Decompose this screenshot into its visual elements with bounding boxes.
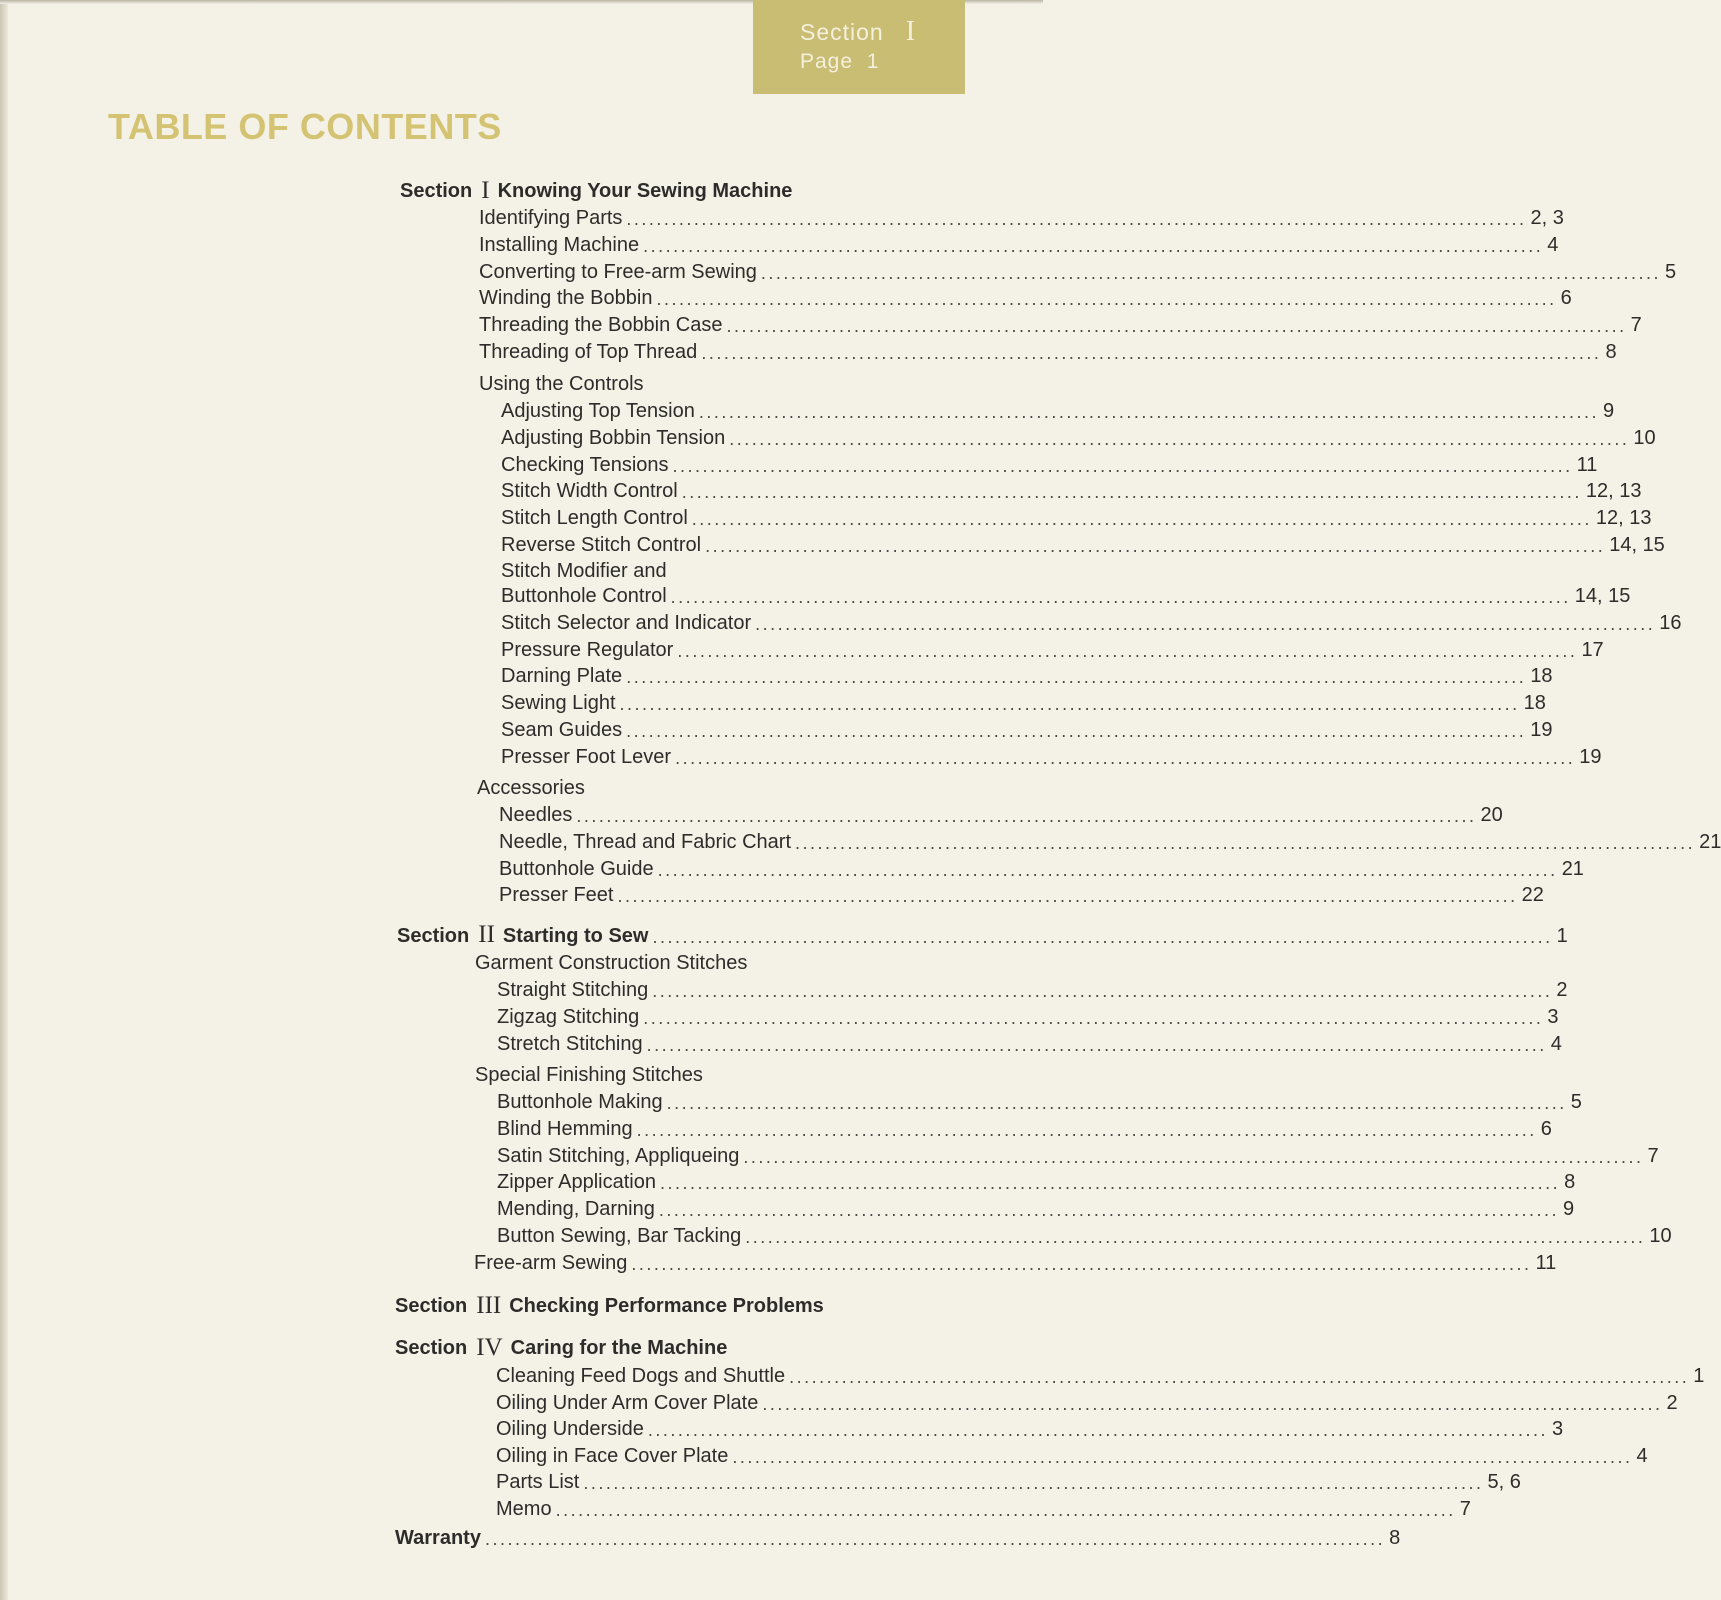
dot-leader: ........................................................................................................................ — [652, 981, 1553, 1001]
toc-entry[interactable] — [479, 205, 1564, 231]
section-4-title: Caring for the Machine — [510, 1337, 728, 1359]
dot-leader: ........................................................................................................................ — [670, 587, 1571, 607]
toc-entry-label: Buttonhole Control — [501, 585, 667, 607]
toc-entry-page: 21 — [1561, 857, 1584, 880]
toc-entry[interactable] — [501, 532, 1665, 558]
toc-entry-label: Cleaning Feed Dogs and Shuttle — [496, 1365, 786, 1387]
toc-entry-page: 21 — [1699, 830, 1721, 853]
tab-section-line — [800, 16, 916, 48]
dot-leader: ........................................................................................................................ — [646, 1034, 1547, 1055]
toc-entry-page: 3 — [1547, 1005, 1559, 1028]
toc-entry[interactable] — [501, 452, 1598, 478]
dot-leader: ........................................................................................................................ — [701, 343, 1602, 363]
toc-entry-page: 7 — [1459, 1498, 1471, 1520]
toc-entry[interactable] — [501, 398, 1615, 424]
toc-entry-page: 2, 3 — [1530, 207, 1564, 229]
toc-entry[interactable] — [499, 829, 1721, 855]
dot-leader: ........................................................................................................................ — [576, 806, 1477, 826]
section-4-number: IV — [476, 1334, 503, 1361]
dot-leader: ........................................................................................................................ — [745, 1227, 1646, 1247]
section-1-number: I — [481, 177, 490, 204]
toc-entry[interactable] — [497, 1031, 1562, 1057]
section-3-label: Section — [395, 1295, 468, 1317]
toc-entry-label: Sewing Light — [501, 692, 616, 715]
toc-entry-page: 7 — [1647, 1144, 1659, 1167]
toc-entry[interactable] — [497, 1223, 1672, 1249]
toc-entry-label: Stitch Selector and Indicator — [501, 611, 752, 634]
dot-leader: ........................................................................................................................ — [691, 509, 1592, 530]
toc-entry-page: 19 — [1579, 745, 1602, 768]
section-4-heading[interactable] — [395, 1335, 727, 1361]
toc-entry-page: 14, 15 — [1574, 585, 1631, 607]
subsection-special-finishing[interactable]: Special Finishing Stitches — [475, 1064, 703, 1086]
toc-entry-label: Oiling Under Arm Cover Plate — [496, 1391, 759, 1414]
toc-entry-label: Seam Guides — [501, 719, 623, 741]
dot-leader: ........................................................................................................................ — [732, 1446, 1633, 1467]
toc-entry[interactable] — [501, 425, 1656, 451]
toc-entry[interactable] — [501, 744, 1602, 770]
toc-entry[interactable] — [501, 690, 1546, 716]
dot-leader: ........................................................................................................................ — [626, 721, 1527, 741]
toc-entry-label: Parts List — [496, 1471, 580, 1494]
toc-entry-label: Checking Tensions — [501, 453, 669, 476]
dot-leader: ........................................................................................................................ — [647, 1420, 1548, 1441]
toc-entry[interactable] — [496, 1443, 1648, 1469]
toc-entry-label: Button Sewing, Bar Tacking — [497, 1225, 742, 1247]
section-2-page: 1 — [1556, 925, 1568, 947]
toc-entry-page: 4 — [1636, 1444, 1648, 1467]
toc-entry-page: 5, 6 — [1487, 1471, 1521, 1494]
toc-entry[interactable] — [499, 802, 1503, 828]
toc-entry-label: Satin Stitching, Appliqueing — [497, 1144, 740, 1167]
toc-entry[interactable] — [496, 1363, 1705, 1389]
toc-entry-page: 11 — [1576, 453, 1598, 476]
toc-entry-label: Reverse Stitch Control — [501, 534, 702, 556]
toc-entry[interactable] — [501, 610, 1682, 636]
toc-entry-page: 12, 13 — [1595, 507, 1652, 530]
toc-entry-label: Zigzag Stitching — [497, 1005, 640, 1028]
tab-section-number: I — [905, 16, 917, 47]
dot-leader: ........................................................................................................................ — [666, 1093, 1567, 1113]
toc-entry-free-arm-sewing[interactable] — [474, 1250, 1557, 1276]
toc-entry-warranty[interactable] — [395, 1525, 1401, 1551]
dot-leader: ........................................................................................................................ — [658, 1200, 1559, 1221]
page-title: TABLE OF CONTENTS — [108, 106, 502, 147]
toc-entry-label: Needle, Thread and Fabric Chart — [499, 830, 792, 853]
section-2-title: Starting to Sew — [502, 925, 649, 947]
toc-entry-label: Darning Plate — [501, 665, 623, 688]
section-page-tab — [753, 0, 965, 94]
toc-entry-page: 2 — [1556, 979, 1568, 1001]
section-2-number: II — [478, 921, 495, 948]
dot-leader: ........................................................................................................................ — [677, 640, 1578, 661]
dot-leader: ........................................................................................................................ — [636, 1119, 1537, 1140]
toc-entry-label: Free-arm Sewing — [474, 1252, 628, 1274]
section-1-title: Knowing Your Sewing Machine — [497, 180, 793, 202]
dot-leader: ........................................................................................................................ — [631, 1254, 1532, 1274]
toc-entry[interactable] — [497, 977, 1568, 1003]
toc-entry-page: 7 — [1630, 314, 1642, 337]
toc-entry-label: Presser Feet — [499, 884, 614, 907]
toc-entry-page: 5 — [1665, 260, 1677, 283]
dot-leader: ........................................................................................................................ — [672, 455, 1573, 476]
dot-leader: ........................................................................................................................ — [795, 832, 1696, 853]
page-spine-shadow — [0, 0, 8, 1600]
tab-page-label: Page — [800, 50, 854, 73]
toc-entry[interactable] — [479, 312, 1642, 338]
section-1-label: Section — [400, 180, 473, 202]
toc-entry-label: Adjusting Top Tension — [501, 400, 695, 422]
toc-entry-label: Converting to Free-arm Sewing — [479, 260, 757, 283]
toc-entry-page: 18 — [1530, 665, 1553, 688]
toc-entry-page: 10 — [1633, 426, 1656, 449]
toc-entry-page: 11 — [1535, 1252, 1557, 1274]
dot-leader: ........................................................................................................................ — [762, 1393, 1663, 1414]
toc-entry-label: Memo — [496, 1498, 552, 1520]
tab-page-line — [800, 50, 879, 74]
toc-entry-page: 8 — [1605, 341, 1617, 363]
dot-leader: ........................................................................................................................ — [755, 613, 1656, 634]
toc-entry[interactable] — [497, 1116, 1552, 1142]
toc-entry-page: 9 — [1602, 400, 1615, 422]
toc-entry[interactable] — [497, 1143, 1659, 1169]
dot-leader: ........................................................................................................................ — [698, 402, 1599, 422]
toc-entry[interactable] — [479, 259, 1677, 285]
toc-entry-label: Stretch Stitching — [497, 1032, 643, 1055]
section-2-heading[interactable] — [397, 921, 1568, 949]
toc-entry-label: Oiling in Face Cover Plate — [496, 1444, 729, 1467]
toc-entry-label: Installing Machine — [479, 233, 640, 256]
toc-entry[interactable] — [496, 1416, 1564, 1442]
toc-entry-label: Oiling Underside — [496, 1418, 644, 1441]
dot-leader: ........................................................................................................................ — [555, 1500, 1456, 1520]
toc-entry[interactable] — [496, 1390, 1678, 1416]
dot-leader: ........................................................................................................................ — [617, 886, 1518, 907]
toc-entry-page: 3 — [1551, 1418, 1564, 1441]
toc-entry-page: 5 — [1570, 1091, 1582, 1113]
toc-entry-page: 6 — [1540, 1117, 1552, 1140]
toc-entry-page: 9 — [1563, 1198, 1575, 1221]
subsection-using-controls[interactable]: Using the Controls — [479, 373, 644, 395]
toc-entry-page: 20 — [1480, 804, 1503, 826]
toc-entry[interactable] — [499, 856, 1584, 882]
toc-entry-page: 18 — [1523, 692, 1546, 715]
toc-entry[interactable] — [501, 637, 1604, 663]
tab-section-label: Section — [800, 19, 884, 45]
toc-entry-label: Threading the Bobbin Case — [479, 314, 723, 337]
toc-entry[interactable] — [497, 1169, 1576, 1195]
toc-entry[interactable] — [496, 1469, 1521, 1495]
toc-entry[interactable] — [501, 505, 1652, 531]
toc-entry-label: Stitch Length Control — [501, 507, 688, 530]
tab-page-number: 1 — [866, 50, 880, 73]
dot-leader: ........................................................................................................................ — [643, 1007, 1544, 1028]
toc-entry-page: 14, 15 — [1609, 534, 1665, 556]
section-2-label-group — [397, 922, 648, 949]
toc-entry-page: 12, 13 — [1585, 480, 1642, 503]
toc-entry[interactable] — [479, 339, 1617, 365]
toc-entry-label: Zipper Application — [497, 1171, 656, 1194]
toc-entry-label: Buttonhole Guide — [499, 857, 654, 880]
toc-entry[interactable] — [497, 1089, 1582, 1115]
dot-leader: ........................................................................................................................ — [619, 694, 1520, 715]
section-1-heading[interactable] — [400, 178, 792, 204]
toc-entry-page: 16 — [1659, 611, 1682, 634]
toc-entry-label: Mending, Darning — [497, 1198, 655, 1221]
dot-leader: ........................................................................................................................ — [643, 235, 1544, 256]
toc-entry[interactable] — [501, 717, 1553, 743]
toc-entry-label: Adjusting Bobbin Tension — [501, 426, 726, 449]
toc-entry-page: 2 — [1666, 1391, 1678, 1414]
dot-leader: ........................................................................................................................ — [726, 316, 1627, 337]
toc-entry-page: 17 — [1581, 638, 1604, 661]
dot-leader: ........................................................................................................................ — [743, 1146, 1644, 1167]
toc-entry-label: Identifying Parts — [479, 207, 623, 229]
toc-entry-page: 4 — [1550, 1032, 1562, 1055]
toc-entry-label: Threading of Top Thread — [479, 341, 698, 363]
toc-entry[interactable] — [501, 583, 1631, 609]
toc-entry-label: Needles — [499, 804, 573, 826]
toc-entry-page: 8 — [1389, 1527, 1401, 1549]
toc-entry[interactable] — [501, 663, 1553, 689]
toc-entry[interactable] — [501, 478, 1642, 504]
dot-leader: ........................................................................................................................ — [583, 1473, 1484, 1494]
toc-entry-label: Blind Hemming — [497, 1117, 633, 1140]
dot-leader: ........................................................................................................................ — [659, 1173, 1561, 1194]
toc-entry[interactable] — [479, 285, 1572, 311]
toc-entry-label: Buttonhole Making — [497, 1091, 663, 1113]
dot-leader: ........................................................................................................................ — [626, 209, 1527, 229]
section-3-number: III — [476, 1292, 502, 1319]
toc-entry-label: Presser Foot Lever — [501, 745, 672, 768]
toc-entry-label: Stitch Width Control — [501, 480, 678, 503]
dot-leader: ........................................................................................................................ — [484, 1529, 1386, 1549]
section-3-title: Checking Performance Problems — [509, 1295, 824, 1317]
toc-entry-page: 1 — [1693, 1365, 1705, 1387]
dot-leader: ........................................................................................................................ — [681, 482, 1582, 503]
dot-leader: ........................................................................................................................ — [626, 667, 1527, 688]
toc-entry-page: 22 — [1521, 884, 1544, 907]
dot-leader: ........................................................................................................................ — [789, 1367, 1690, 1387]
toc-entry-label: Winding the Bobbin — [479, 287, 653, 310]
dot-leader: ........................................................................................................................ — [760, 262, 1662, 283]
toc-entry-label: Straight Stitching — [497, 979, 649, 1001]
toc-entry-page: 10 — [1649, 1225, 1672, 1247]
dot-leader: ........................................................................................................................ — [656, 289, 1557, 310]
toc-entry-label: Warranty — [395, 1527, 481, 1549]
dot-leader: ........................................................................................................................ — [729, 428, 1630, 449]
toc-entry-stitch-modifier-line1[interactable]: Stitch Modifier and — [501, 560, 667, 582]
dot-leader: ........................................................................................................................ — [705, 536, 1606, 556]
section-3-heading[interactable] — [395, 1293, 824, 1319]
toc-entry[interactable] — [496, 1496, 1471, 1522]
subsection-garment-construction[interactable]: Garment Construction Stitches — [475, 952, 748, 974]
dot-leader: ........................................................................................................................ — [657, 859, 1558, 880]
toc-entry-label: Pressure Regulator — [501, 638, 674, 661]
subsection-accessories[interactable]: Accessories — [477, 777, 585, 799]
toc-entry-page: 8 — [1564, 1171, 1576, 1194]
section-2-label: Section — [397, 925, 470, 947]
toc-entry-page: 4 — [1547, 233, 1559, 256]
toc-entry[interactable] — [499, 882, 1544, 908]
toc-entry-page: 6 — [1560, 287, 1572, 310]
toc-entry[interactable] — [479, 232, 1559, 258]
dot-leader: ........................................................................................................................ — [652, 927, 1553, 947]
toc-entry-page: 19 — [1530, 719, 1553, 741]
toc-entry[interactable] — [497, 1196, 1575, 1222]
dot-leader: ........................................................................................................................ — [675, 747, 1576, 768]
toc-entry[interactable] — [497, 1004, 1559, 1030]
section-4-label: Section — [395, 1337, 468, 1359]
